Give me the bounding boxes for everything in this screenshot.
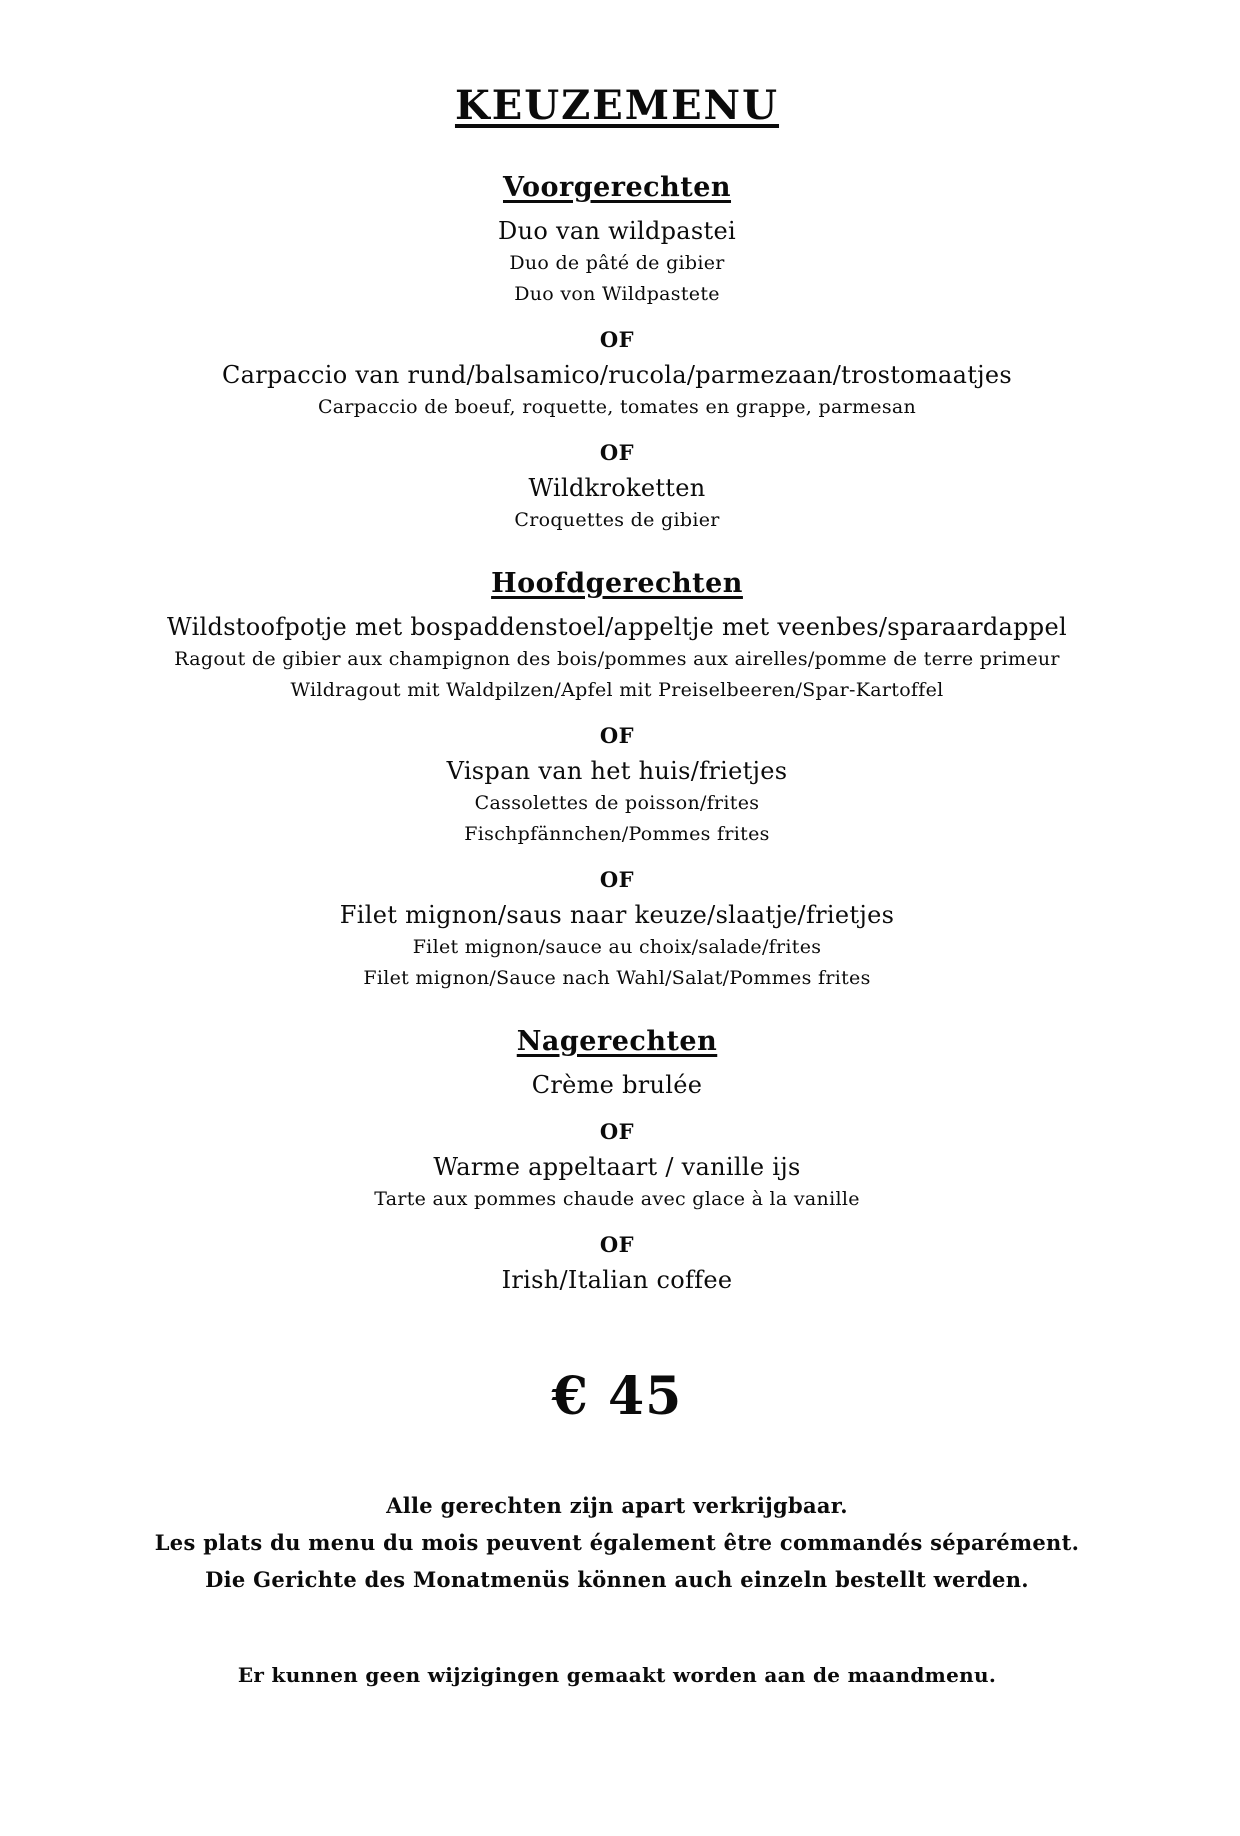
dish-name: Vispan van het huis/frietjes — [446, 757, 788, 785]
section-hoofdgerechten — [0, 564, 1234, 994]
or-separator: OF — [599, 440, 635, 465]
dish-name: Filet mignon/saus naar keuze/slaatje/frietjes — [339, 901, 895, 929]
dish-name: Crème brulée — [531, 1071, 703, 1099]
dish-translation-fr: Ragout de gibier aux champignon des bois/pommes aux airelles/pomme de terre primeur — [174, 648, 1060, 670]
footer-note: Er kunnen geen wijzigingen gemaakt worden aan de maandmenu. — [237, 1663, 997, 1687]
dish-name: Wildstoofpotje met bospaddenstoel/appeltje met veenbes/sparaardappel — [167, 613, 1067, 641]
section-heading-voorgerechten: Voorgerechten — [502, 172, 732, 203]
or-separator: OF — [599, 327, 635, 352]
note-fr: Les plats du menu du mois peuvent également être commandés séparément. — [154, 1530, 1080, 1555]
menu-option — [0, 1068, 1234, 1102]
dish-name: Irish/Italian coffee — [501, 1266, 733, 1294]
dish-translation-fr: Croquettes de gibier — [514, 509, 720, 531]
dish-translation-fr: Duo de pâté de gibier — [509, 252, 725, 274]
menu-option — [0, 898, 1234, 994]
menu-title: KEUZEMENU — [454, 82, 780, 129]
dish-translation-de: Filet mignon/Sauce nach Wahl/Salat/Pommes frites — [363, 967, 871, 989]
menu-price: € 45 — [551, 1366, 683, 1427]
availability-notes — [0, 1487, 1234, 1598]
section-nagerechten — [0, 1022, 1234, 1297]
section-heading-hoofdgerechten: Hoofdgerechten — [491, 568, 743, 599]
menu-option — [0, 471, 1234, 536]
dish-translation-fr: Filet mignon/sauce au choix/salade/frites — [412, 936, 822, 958]
dish-name: Carpaccio van rund/balsamico/rucola/parmezaan/trostomaatjes — [221, 361, 1013, 389]
dish-translation-de: Fischpfännchen/Pommes frites — [464, 823, 770, 845]
dish-translation-fr: Carpaccio de boeuf, roquette, tomates en grappe, parmesan — [317, 396, 917, 418]
dish-name: Warme appeltaart / vanille ijs — [433, 1153, 801, 1181]
dish-translation-de: Duo von Wildpastete — [514, 283, 720, 305]
or-separator: OF — [599, 867, 635, 892]
section-heading-nagerechten: Nagerechten — [516, 1026, 718, 1057]
or-separator: OF — [599, 723, 635, 748]
menu-option — [0, 1150, 1234, 1215]
or-separator: OF — [599, 1232, 635, 1257]
menu-option — [0, 754, 1234, 850]
menu-option — [0, 610, 1234, 706]
menu-option — [0, 1263, 1234, 1297]
dish-translation-fr: Cassolettes de poisson/frites — [474, 792, 760, 814]
note-de: Die Gerichte des Monatmenüs können auch einzeln bestellt werden. — [205, 1567, 1029, 1592]
section-voorgerechten — [0, 168, 1234, 536]
note-nl: Alle gerechten zijn apart verkrijgbaar. — [386, 1493, 848, 1518]
dish-name: Wildkroketten — [528, 474, 706, 502]
dish-translation-fr: Tarte aux pommes chaude avec glace à la vanille — [374, 1188, 860, 1210]
or-separator: OF — [599, 1119, 635, 1144]
menu-page — [0, 82, 1234, 1692]
dish-translation-de: Wildragout mit Waldpilzen/Apfel mit Preiselbeeren/Spar-Kartoffel — [290, 679, 944, 701]
menu-option — [0, 214, 1234, 310]
dish-name: Duo van wildpastei — [498, 217, 736, 245]
menu-option — [0, 358, 1234, 423]
